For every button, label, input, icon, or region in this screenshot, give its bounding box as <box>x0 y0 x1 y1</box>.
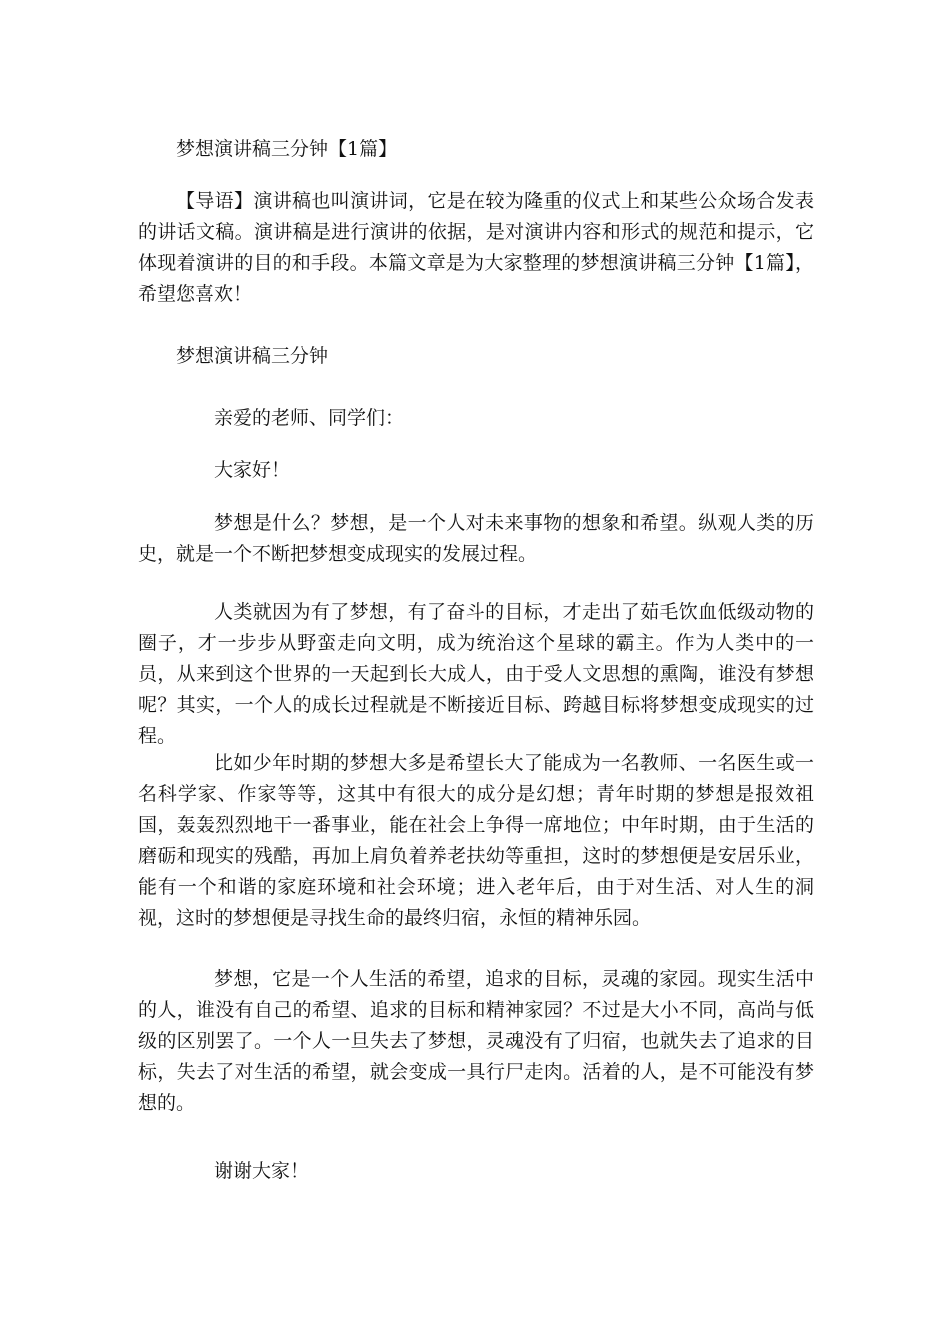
body-paragraph: 梦想，它是一个人生活的希望，追求的目标，灵魂的家园。现实生活中的人，谁没有自己的希望、追求的目标和精神家园？不过是大小不同，高尚与低级的区别罢了。一个人一旦失去了梦想，灵魂没有了归宿，也就失去了追求的目标，失去了对生活的希望，就会变成一具行尸走肉。活着的人，是不可能没有梦想的。 <box>138 968 814 1114</box>
greeting: 大家好！ <box>214 459 291 481</box>
body-paragraph: 人类就因为有了梦想，有了奋斗的目标，才走出了茹毛饮血低级动物的圈子，才一步步从野蛮走向文明，成为统治这个星球的霸主。作为人类中的一员，从来到这个世界的一天起到长大成人，由于受人文思想的熏陶，谁没有梦想呢？其实，一个人的成长过程就是不断接近目标、跨越目标将梦想变成现实的过程。 <box>138 601 814 747</box>
intro-paragraph: 【导语】演讲稿也叫演讲词，它是在较为隆重的仪式上和某些公众场合发表的讲话文稿。演讲稿是进行演讲的依据，是对演讲内容和形式的规范和提示，它体现着演讲的目的和手段。本篇文章是为大家整理的梦想演讲稿三分钟【1篇】，希望您喜欢！ <box>138 190 814 305</box>
speech-subtitle: 梦想演讲稿三分钟 <box>176 345 329 367</box>
closing: 谢谢大家！ <box>214 1160 310 1182</box>
salutation: 亲爱的老师、同学们： <box>214 407 405 429</box>
body-paragraph: 梦想是什么？梦想，是一个人对未来事物的想象和希望。纵观人类的历史，就是一个不断把梦想变成现实的发展过程。 <box>138 512 814 565</box>
body-paragraph: 比如少年时期的梦想大多是希望长大了能成为一名教师、一名医生或一名科学家、作家等等，这其中有很大的成分是幻想；青年时期的梦想是报效祖国，轰轰烈烈地干一番事业，能在社会上争得一席地位；中年时期，由于生活的磨砺和现实的残酷，再加上肩负着养老扶幼等重担，这时的梦想便是安居乐业，能有一个和谐的家庭环境和社会环境；进入老年后，由于对生活、对人生的洞视，这时的梦想便是寻找生命的最终归宿，永恒的精神乐园。 <box>138 752 814 929</box>
document-title: 梦想演讲稿三分钟【1篇】 <box>176 138 398 160</box>
